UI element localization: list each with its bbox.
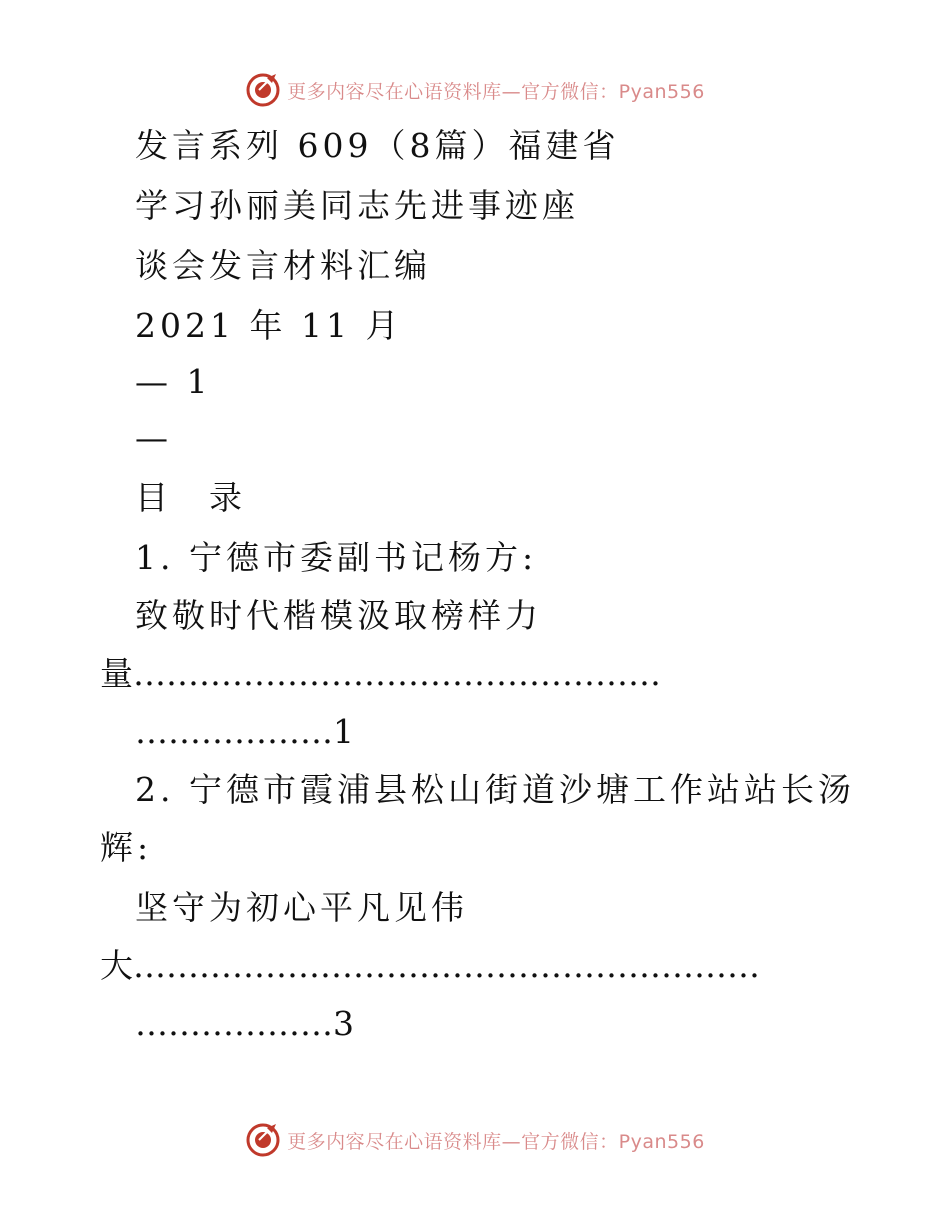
- toc-item-2-title: 坚守为初心平凡见伟: [135, 888, 468, 927]
- page-marker-bottom: —: [135, 418, 172, 457]
- watermark-text: 更多内容尽在心语资料库—官方微信：Pyan556: [287, 1130, 705, 1153]
- document-title-line-3: 谈会发言材料汇编: [135, 246, 431, 285]
- toc-heading: 目 录: [135, 478, 246, 517]
- document-title-line-1: 发言系列 609（8篇）福建省: [135, 126, 620, 165]
- toc-item-1-title: 致敬时代楷模汲取榜样力: [135, 596, 542, 635]
- toc-item-2-author-end: 辉:: [100, 828, 153, 867]
- page-marker-top: — 1: [135, 362, 212, 401]
- toc-item-1-title-end: 量…………………………………………: [100, 654, 661, 693]
- document-title-line-2: 学习孙丽美同志先进事迹座: [135, 186, 579, 225]
- watermark-footer: [0, 1120, 950, 1160]
- toc-item-1-page: ………………1: [135, 712, 354, 751]
- toc-item-2-page: ………………3: [135, 1004, 354, 1043]
- brand-logo-icon: [245, 72, 281, 108]
- document-date: 2021 年 11 月: [135, 306, 403, 345]
- watermark-text: 更多内容尽在心语资料库—官方微信：Pyan556: [287, 80, 705, 103]
- brand-logo-icon: [245, 1122, 281, 1158]
- toc-item-2-title-end: 大…………………………………………………: [100, 946, 760, 985]
- toc-item-2-author: 2. 宁德市霞浦县松山街道沙塘工作站站长汤: [135, 770, 855, 809]
- watermark-header: [0, 70, 950, 110]
- toc-item-1-author: 1. 宁德市委副书记杨方:: [135, 538, 538, 577]
